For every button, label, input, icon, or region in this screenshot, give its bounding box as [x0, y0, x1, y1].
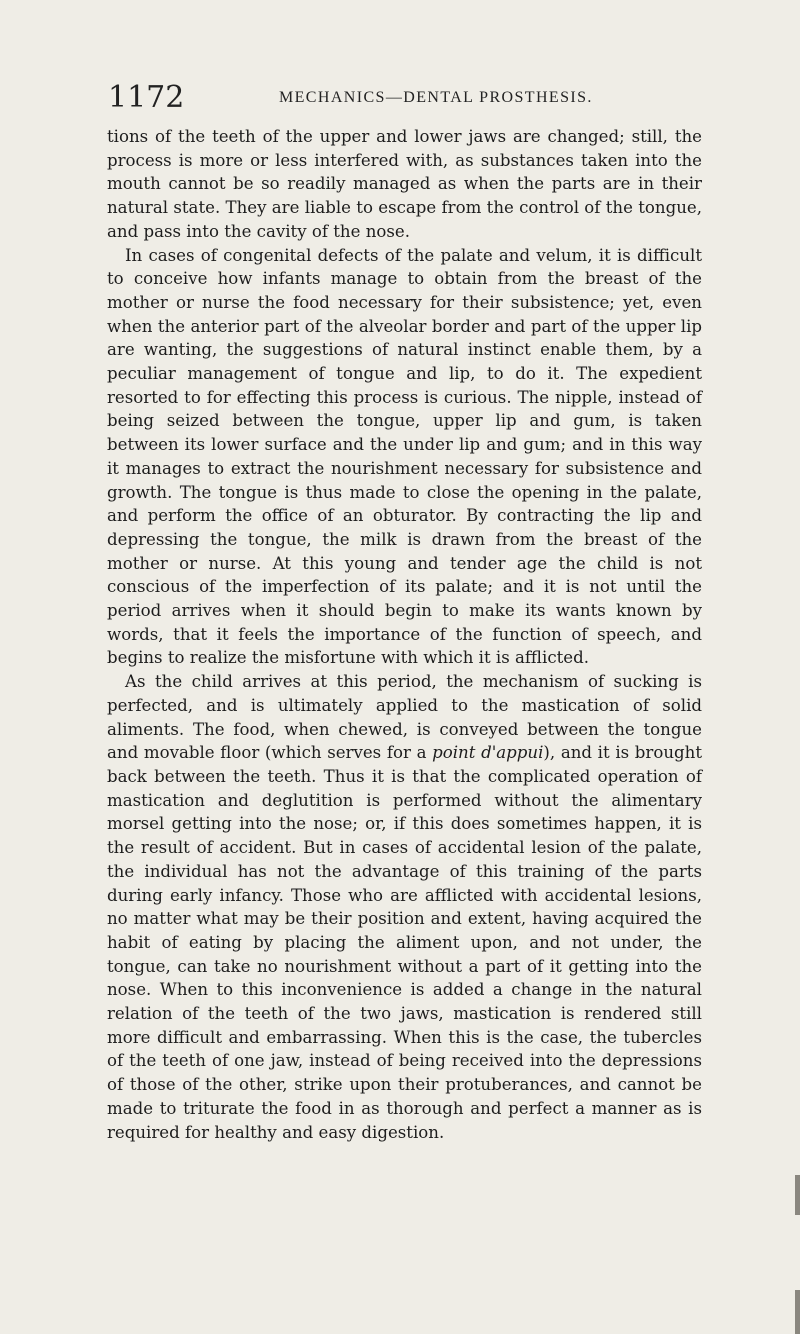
paragraph-2-text: In cases of congenital defects of the palate and velum, it is difficult to conceive how infants manage to obtain from the breast of the mother or nurse the food necessary for their subsistence; yet, even when the anterior part of the alveolar border and part of the upper lip are wanting, the suggestions of natural instinct enable them, by a peculiar management of tongue and lip, to do it. The expedient resorted to for effecting this process is curious. The nipple, instead of being seized between the tongue, upper lip and gum, is taken between its lower surface and the under lip and gum; and in this way it manages to extract the nourishment necessary for subsistence and growth. The tongue is thus made to close the opening in the palate, and perform the office of an obturator. By contracting the lip and depressing the tongue, the milk is drawn from the breast of the mother or nurse. At this young and tender age the child is not conscious of the imperfection of its palate; and it is not until the period arrives when it should begin to make its wants known by words, that it feels the importance of the function of speech, and begins to realize the misfortune with which it is afflicted.: [107, 245, 702, 668]
running-head: [108, 78, 708, 118]
body-text: [107, 125, 702, 1144]
italic-term-point-dappui: point d'appui: [432, 743, 544, 763]
paragraph-3-text-end: ), and it is brought back between the teeth. Thus it is that the complicated operation of mastication and deglutition is performed without the alimentary morsel getting into the nose; or, if this does sometimes happen, it is the result of accident. But in cases of accidental lesion of the palate, the individual has not the advantage of this training of the parts during early infancy. Those who are afflicted with accidental lesions, no matter what may be their position and extent, having acquired the habit of eating by placing the aliment upon, and not under, the tongue, can take no nourishment without a part of it getting into the nose. When to this inconvenience is added a change in the natural relation of the teeth of the two jaws, mastication is rendered still more difficult and embarrassing. When this is the case, the tubercles of the teeth of one jaw, instead of being received into the depressions of those of the other, strike upon their protuberances, and cannot be made to triturate the food in as thorough and perfect a manner as is required for healthy and easy digestion.: [107, 743, 703, 1142]
paragraph-3-text-start: As the child arrives at this period, the mechanism of sucking is perfected, and is ultimately applied to the mastication of solid aliments. The food, when chewed, is conveyed between the tongue and movable floor (which serves for a: [107, 672, 702, 763]
paragraph-1-text: tions of the teeth of the upper and lower jaws are changed; still, the process is more or less interfered with, as substances taken into the mouth cannot be so readily managed as when the parts are in their natural state. They are liable to escape from the control of the tongue, and pass into the cavity of the nose.: [107, 127, 702, 241]
page-number: 1172: [108, 80, 185, 115]
page-edge-mark: [795, 1175, 800, 1215]
paragraph-2: [107, 244, 702, 671]
page-edge-mark: [795, 1290, 800, 1334]
paragraph-3: [107, 670, 702, 1144]
paragraph-1: [107, 125, 702, 244]
running-title: MECHANICS—DENTAL PROSTHESIS.: [279, 89, 593, 106]
